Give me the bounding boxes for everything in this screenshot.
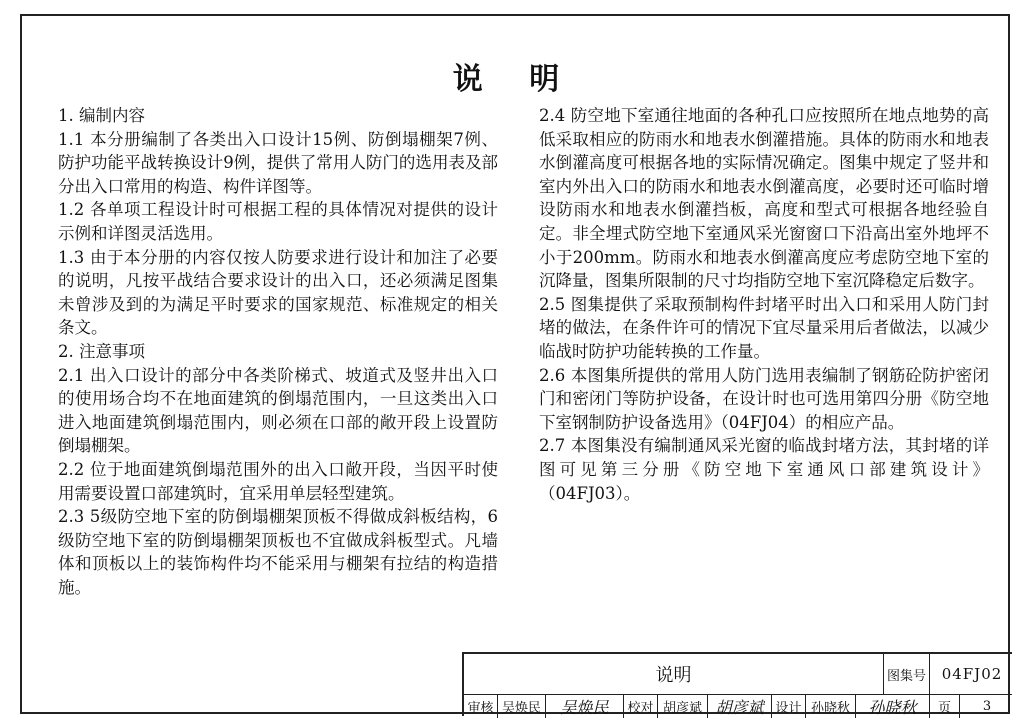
paragraph: 1. 编制内容 bbox=[58, 106, 145, 125]
title-block-row-bottom bbox=[464, 694, 1012, 718]
paragraph: 2.6 本图集所提供的常用人防门选用表编制了钢筋砼防护密闭门和密闭门等防护设备，在设计时也可选用第四分册《防空地下室钢制防护设备选用》（04FJ04）的相应产品。 bbox=[539, 365, 989, 432]
designer-signature: 孙晓秋 bbox=[856, 694, 930, 718]
paragraph: 1.2 各单项工程设计时可根据工程的具体情况对提供的设计示例和详图灵活选用。 bbox=[58, 200, 498, 243]
paragraph: 1.1 本分册编制了各类出入口设计15例、防倒塌棚架7例、防护功能平战转换设计9例，提供了常用人防门的选用表及部分出入口常用的构造、构件详图等。 bbox=[58, 129, 498, 196]
paragraph: 2.3 5级防空地下室的防倒塌棚架顶板不得做成斜板结构，6级防空地下室的防倒塌棚架顶板也不宜做成斜板型式。凡墙体和顶板以上的装饰构件均不能采用与棚架有拉结的构造措施。 bbox=[58, 507, 498, 597]
proofer-signature: 胡彦斌 bbox=[708, 694, 772, 718]
page-title: 说 明 bbox=[452, 62, 578, 97]
atlas-label: 图集号 bbox=[884, 654, 930, 694]
right-column bbox=[539, 104, 989, 505]
title-block bbox=[462, 652, 1012, 716]
sheet-name: 说明 bbox=[464, 654, 884, 694]
drawing-sheet bbox=[20, 14, 1010, 717]
paragraph: 2.1 出入口设计的部分中各类阶梯式、坡道式及竖井出入口的使用场合均不在地面建筑的倒塌范围内，一旦这类出入口进入地面建筑倒塌范围内，则必须在口部的敞开段上设置防倒塌棚架。 bbox=[58, 365, 498, 456]
paragraph: 1.3 由于本分册的内容仅按人防要求进行设计和加注了必要的说明，凡按平战结合要求设计的出入口，还必须满足图集未曾涉及到的为满足平时要求的国家规范、标准规定的相关条文。 bbox=[58, 247, 498, 338]
review-label: 审核 bbox=[464, 694, 498, 718]
left-column bbox=[58, 104, 498, 599]
proof-label: 校对 bbox=[624, 694, 658, 718]
paragraph: 2.7 本图集没有编制通风采光窗的临战封堵方法，其封堵的详图可见第三分册《防空地下室通风口部建筑设计》（04FJ03）。 bbox=[539, 436, 989, 503]
page-number: 3 bbox=[982, 698, 992, 714]
atlas-number: 04FJ02 bbox=[941, 665, 1003, 683]
paragraph: 2.4 防空地下室通往地面的各种孔口应按照所在地点地势的高低采取相应的防雨水和地表水倒灌措施。具体的防雨水和地表水倒灌高度可根据各地的实际情况确定。图集中规定了竖井和室内外出入口的防雨水和地表水倒灌高度，必要时还可临时增设防雨水和地表水倒灌挡板，高度和型式可根据各地经验自定。非全埋式防空地下室通风采光窗窗口下沿高出室外地坪不小于200mm。防雨水和地表水倒灌高度应考虑防空地下室的沉降量，图集所限制的尺寸均指防空地下室沉降稳定后数字。 bbox=[539, 106, 989, 291]
page-label: 页 bbox=[930, 694, 960, 718]
reviewer-signature: 吴焕民 bbox=[546, 694, 624, 718]
paragraph: 2. 注意事项 bbox=[58, 341, 145, 361]
designer-name: 孙晓秋 bbox=[806, 694, 856, 718]
paragraph: 2.2 位于地面建筑倒塌范围外的出入口敞开段，当因平时使用需要设置口部建筑时，宜采用单层轻型建筑。 bbox=[58, 459, 498, 503]
design-label: 设计 bbox=[772, 694, 806, 718]
paragraph: 2.5 图集提供了采取预制构件封堵平时出入口和采用人防门封堵的做法，在条件许可的情况下宜尽量采用后者做法，以减少临战时防护功能转换的工作量。 bbox=[539, 294, 989, 361]
title-block-row-top bbox=[464, 654, 1012, 695]
reviewer-name: 吴焕民 bbox=[498, 694, 546, 718]
proofer-name: 胡彦斌 bbox=[658, 694, 708, 718]
